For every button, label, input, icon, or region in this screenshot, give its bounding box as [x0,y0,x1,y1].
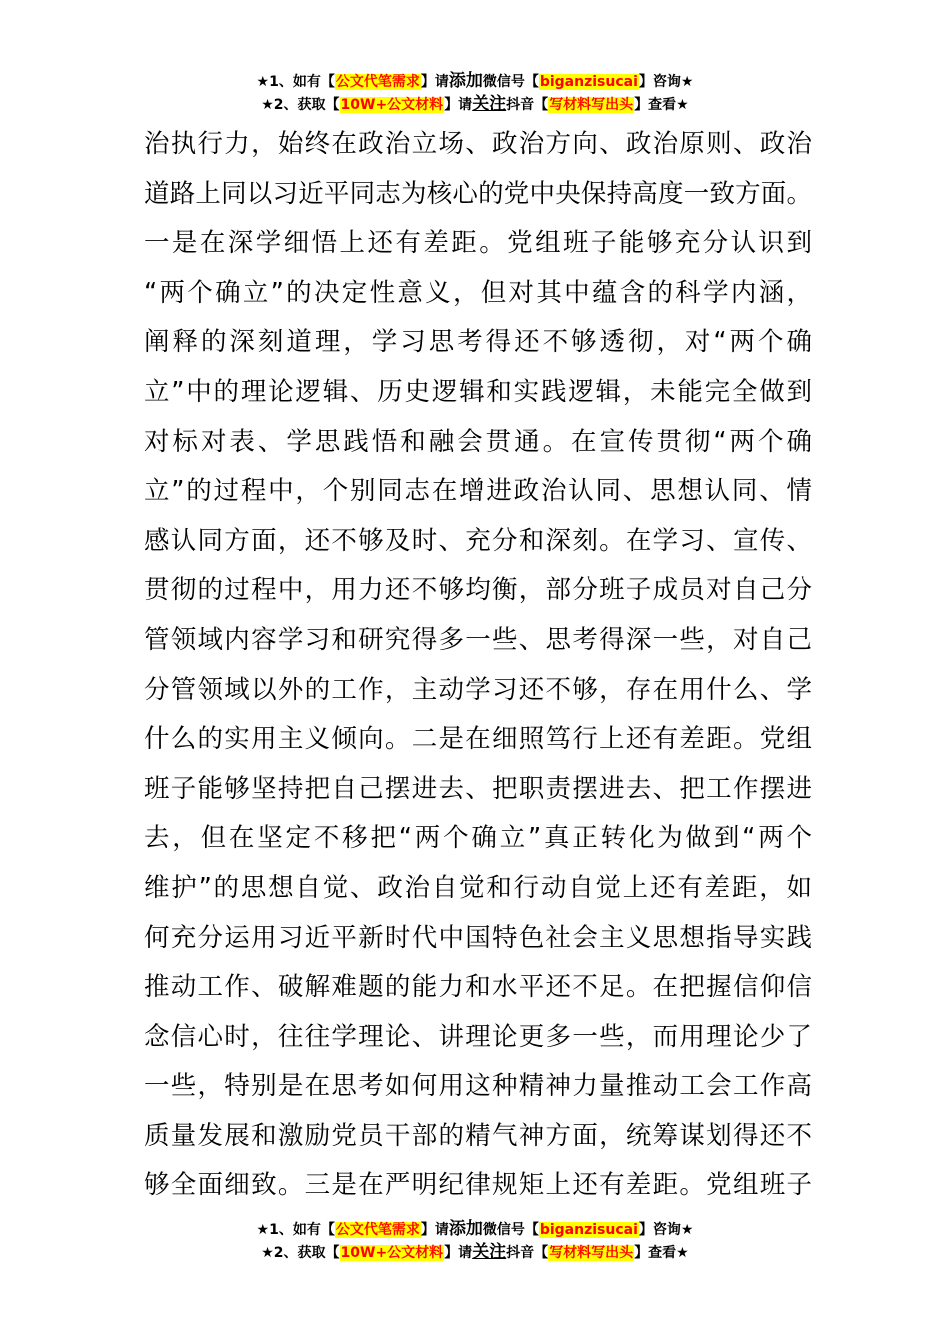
banner-highlight-service: 公文代笔需求 [335,74,420,90]
header-banner [0,70,950,116]
banner-line-2: ★2、获取【10W+公文材料】请关注抖音【写材料写出头】查看★ [261,94,689,114]
document-body [144,120,812,1211]
body-line: 去，但在坚定不移把“两个确立”真正转化为做到“两个 [144,823,812,854]
banner-highlight-wechat-id: biganzisucai [539,74,638,90]
footer-highlight-materials: 10W+公文材料 [340,1245,444,1261]
body-line: 道路上同以习近平同志为核心的党中央保持高度一致方面。 [144,178,812,209]
footer-highlight-douyin: 写材料写出头 [549,1245,634,1261]
footer-highlight-wechat-id: biganzisucai [539,1222,638,1238]
banner-highlight-douyin: 写材料写出头 [549,97,634,113]
body-line: 立”的过程中，个别同志在增进政治认同、思想认同、情 [144,476,812,507]
body-line: 贯彻的过程中，用力还不够均衡，部分班子成员对自己分 [144,575,812,606]
footer-line-2: ★2、获取【10W+公文材料】请关注抖音【写材料写出头】查看★ [261,1242,689,1262]
banner-highlight-materials: 10W+公文材料 [340,97,444,113]
body-line: 一是在深学细悟上还有差距。党组班子能够充分认识到 [144,228,812,259]
footer-line-1: ★1、如有【公文代笔需求】请添加微信号【biganzisucai】咨询★ [256,1219,694,1239]
body-line: 何充分运用习近平新时代中国特色社会主义思想指导实践 [144,922,812,953]
body-line: 对标对表、学思践悟和融会贯通。在宣传贯彻“两个确 [144,426,812,457]
body-line: “两个确立”的决定性意义，但对其中蕴含的科学内涵， [144,277,812,308]
body-line: 念信心时，往往学理论、讲理论更多一些，而用理论少了 [144,1021,812,1052]
body-line: 质量发展和激励党员干部的精气神方面，统筹谋划得还不 [144,1120,812,1151]
body-line: 一些，特别是在思考如何用这种精神力量推动工会工作高 [144,1071,812,1102]
body-line: 治执行力，始终在政治立场、政治方向、政治原则、政治 [144,129,812,159]
body-line: 维护”的思想自觉、政治自觉和行动自觉上还有差距，如 [144,872,812,903]
footer-banner [0,1218,950,1264]
body-line: 班子能够坚持把自己摆进去、把职责摆进去、把工作摆进 [144,773,812,804]
body-line: 阐释的深刻道理，学习思考得还不够透彻，对“两个确 [144,327,812,358]
body-line: 立”中的理论逻辑、历史逻辑和实践逻辑，未能完全做到 [144,376,812,407]
body-line: 推动工作、破解难题的能力和水平还不足。在把握信仰信 [144,972,812,1003]
body-line: 够全面细致。三是在严明纪律规矩上还有差距。党组班子 [144,1170,812,1201]
banner-line-1: ★1、如有【公文代笔需求】请添加微信号【biganzisucai】咨询★ [256,71,694,91]
footer-highlight-service: 公文代笔需求 [335,1222,420,1238]
body-line: 管领域内容学习和研究得多一些、思考得深一些，对自己 [144,624,812,655]
body-line: 什么的实用主义倾向。二是在细照笃行上还有差距。党组 [144,724,812,755]
body-line: 分管领域以外的工作，主动学习还不够，存在用什么、学 [144,674,812,705]
body-line: 感认同方面，还不够及时、充分和深刻。在学习、宣传、 [144,525,812,556]
